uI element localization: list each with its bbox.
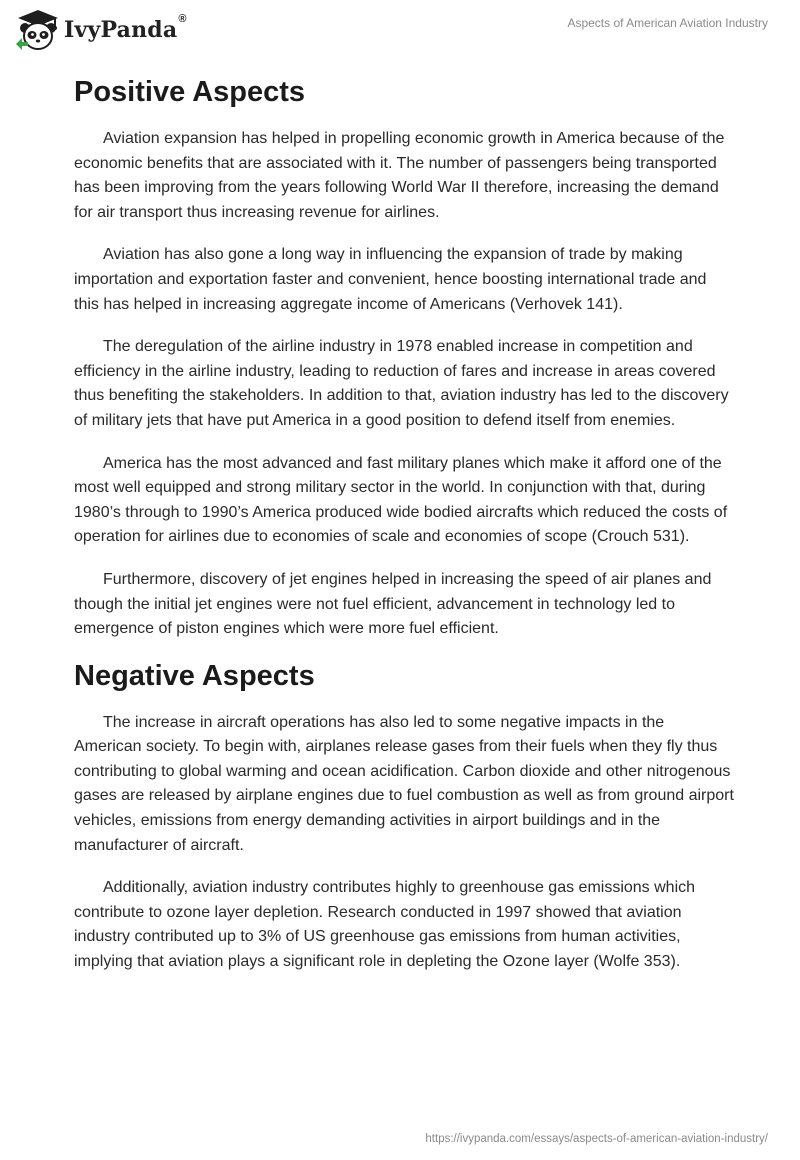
essay-content	[74, 70, 734, 975]
source-url-link[interactable]: https://ivypanda.com/essays/aspects-of-american-aviation-industry/	[425, 1133, 768, 1145]
section-heading-positive: Positive Aspects	[74, 76, 306, 108]
paragraph: America has the most advanced and fast military planes which make it afford one of the most well equipped and strong military sector in the world. In conjunction with that, during 1980’s through to 1990’s America produced wide bodied aircrafts which reduced the costs of operation for airlines due to economies of scale and economies of scope (Crouch 531).	[74, 454, 728, 546]
panda-graduate-icon	[14, 8, 62, 52]
page-header	[0, 0, 800, 60]
paragraph: Aviation has also gone a long way in influencing the expansion of trade by making importation and exportation faster and convenient, hence boosting international trade and this has helped in increasing aggregate income of Americans (Verhovek 141).	[74, 246, 707, 313]
paragraph: Furthermore, discovery of jet engines helped in increasing the speed of air planes and though the initial jet engines were not fuel efficient, advancement in technology led to emergence of piston engines which were more fuel efficient.	[74, 570, 712, 638]
logo-wordmark: IvyPanda®	[64, 13, 187, 43]
ivypanda-logo[interactable]	[14, 8, 187, 52]
paragraph: The increase in aircraft operations has also led to some negative impacts in the American society. To begin with, airplanes release gases from their fuels when they fly thus contributing to global warming and ocean acidification. Carbon dioxide and other nitrogenous gases are released by airplane engines due to fuel combustion as well as from ground airport vehicles, emissions from energy demanding activities in airport buildings and in the manufacturer of aircraft.	[74, 713, 734, 854]
paragraph: The deregulation of the airline industry in 1978 enabled increase in competition and efficiency in the airline industry, leading to reduction of fares and increase in areas covered thus benefiting the stakeholders. In addition to that, aviation industry has led to the discovery of military jets that have put America in a good position to defend itself from enemies.	[74, 338, 729, 429]
section-heading-negative: Negative Aspects	[74, 659, 315, 692]
paragraph: Aviation expansion has helped in propelling economic growth in America because of the economic benefits that are associated with it. The number of passengers being transported has been improving from the years following World War II therefore, increasing the demand for air transport thus increasing revenue for airlines.	[74, 130, 725, 221]
paragraph: Additionally, aviation industry contributes highly to greenhouse gas emissions which contribute to ozone layer depletion. Research conducted in 1997 showed that aviation industry contributed up to 3% of US greenhouse gas emissions from human activities, implying that aviation plays a significant role in depleting the Ozone layer (Wolfe 353).	[74, 879, 696, 971]
document-title: Aspects of American Aviation Industry	[567, 16, 768, 30]
